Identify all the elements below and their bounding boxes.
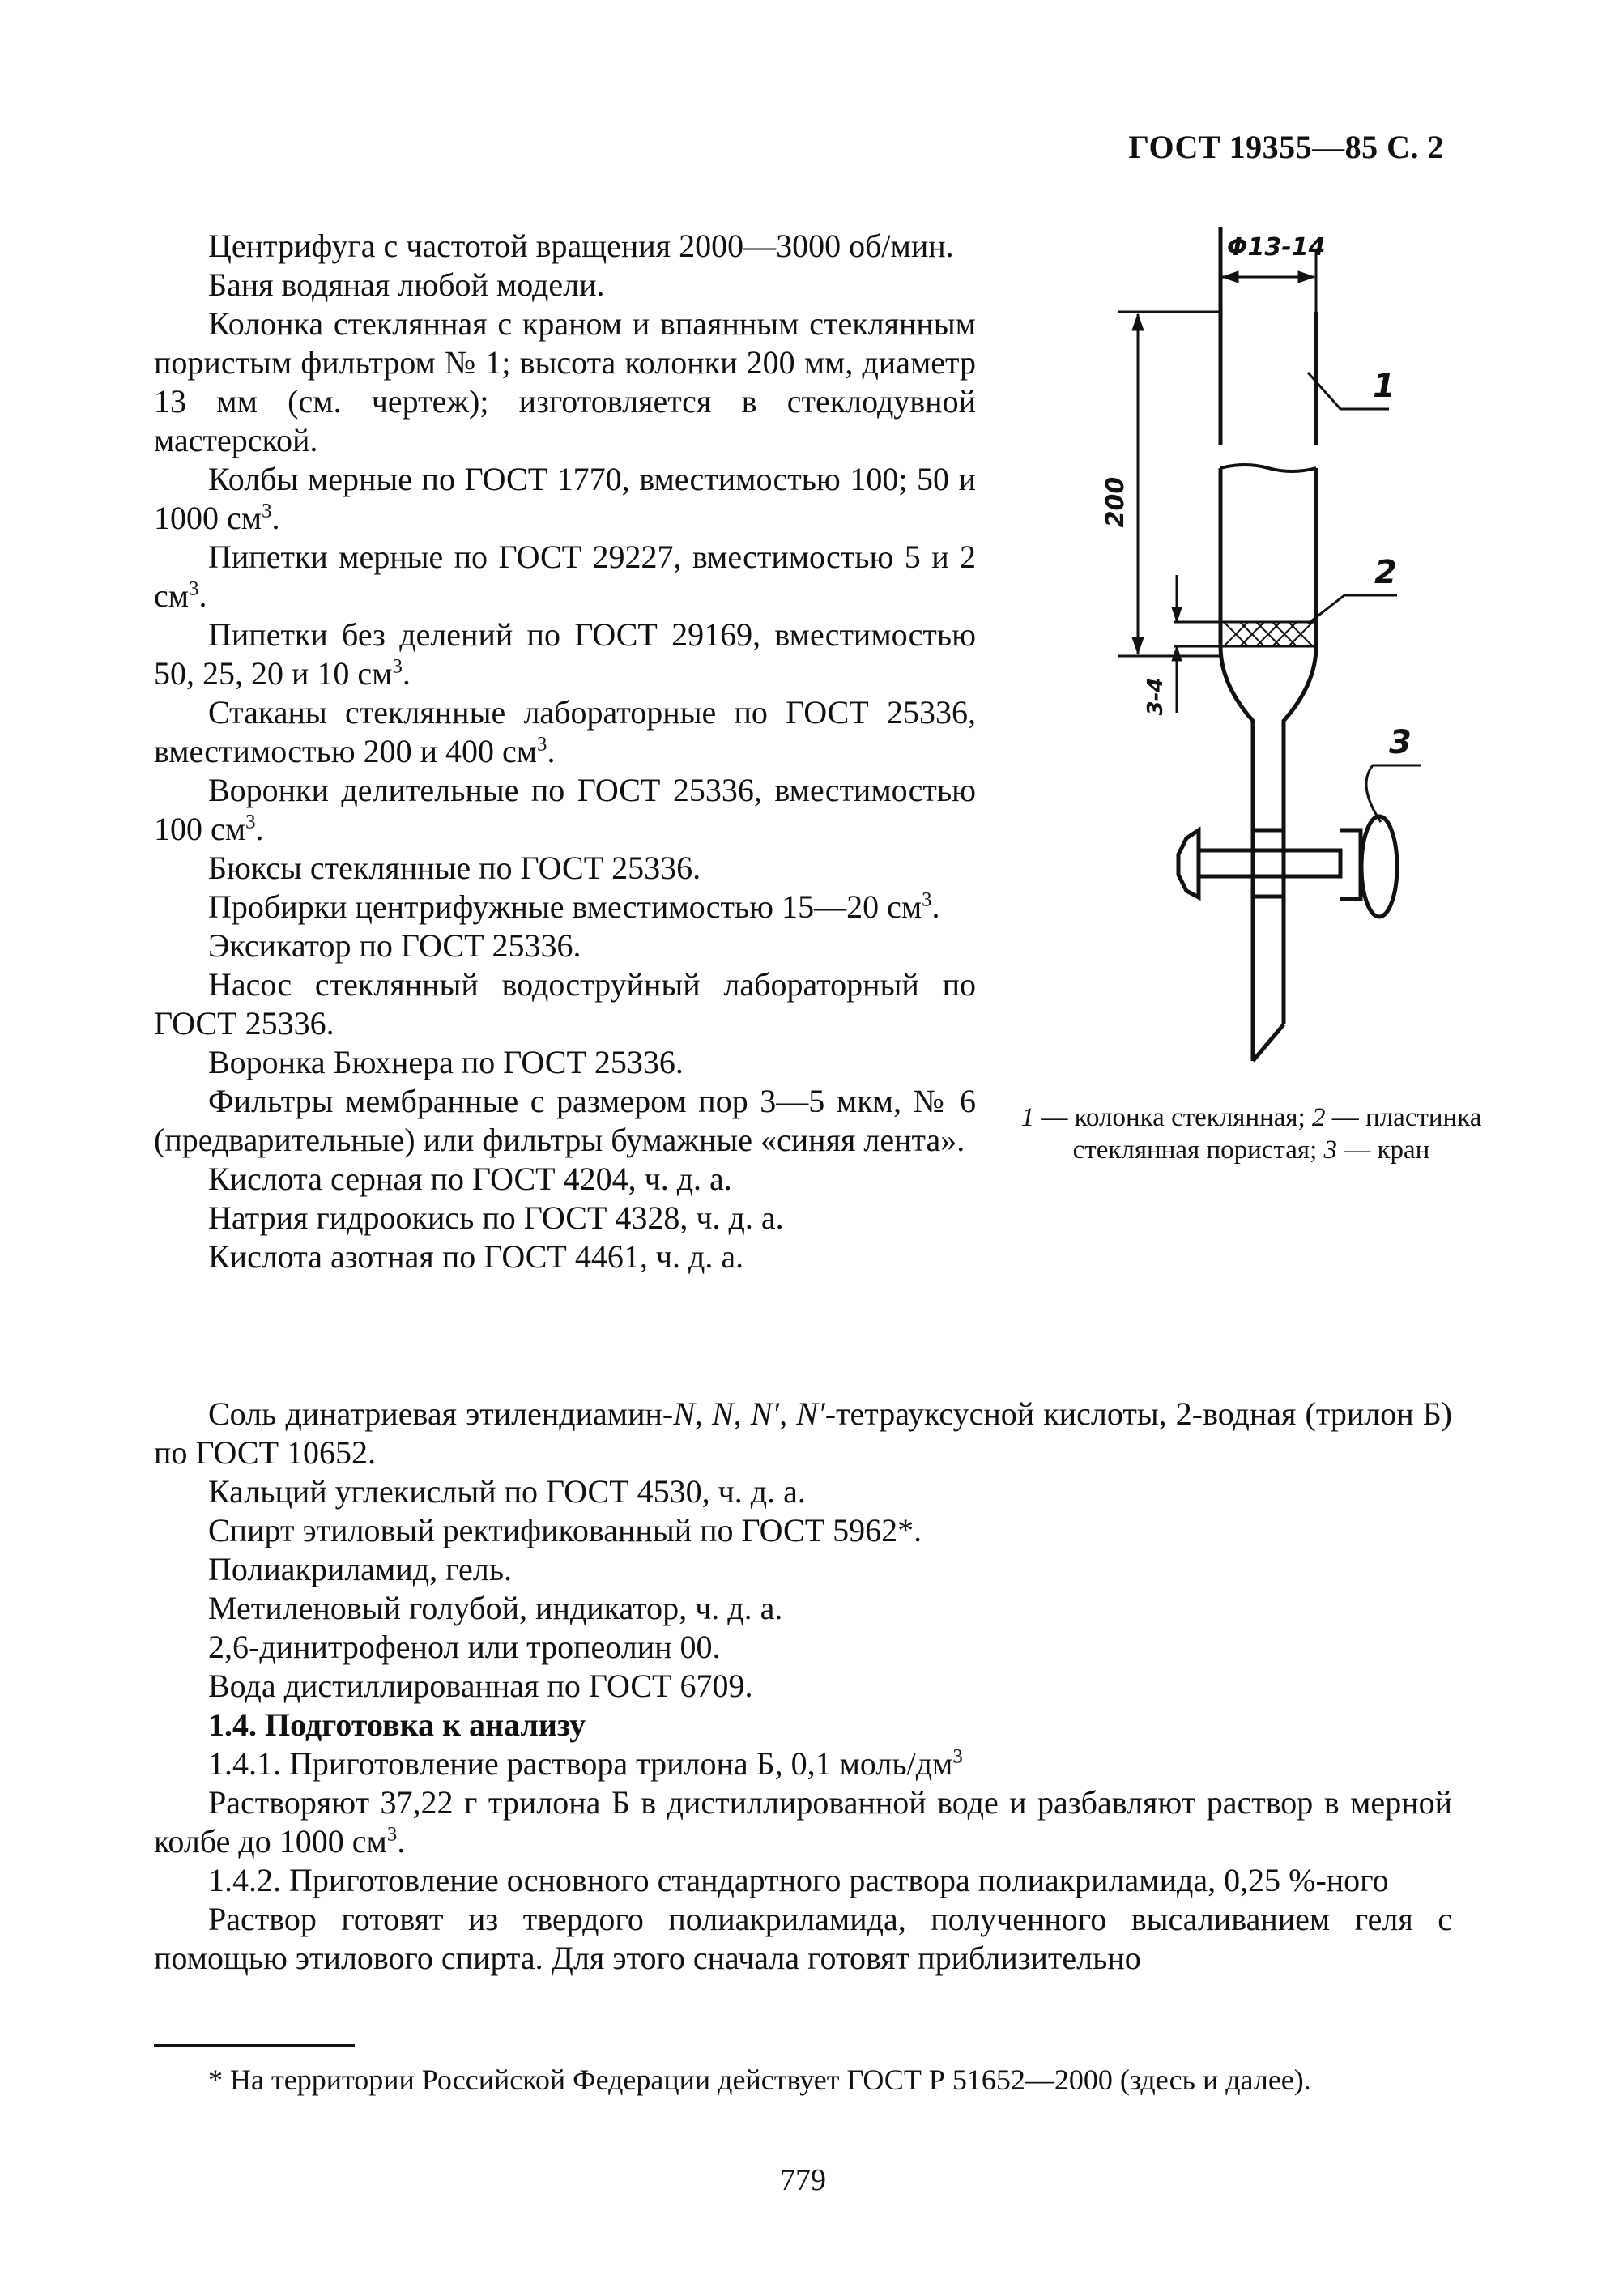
list-item: Центрифуга с частотой вращения 2000—3000 об/мин.	[208, 228, 954, 264]
list-item: Эксикатор по ГОСТ 25336.	[208, 927, 581, 964]
list-item: Колонка стеклянная с краном и впаянным стеклянным пористым фильтром № 1; высота колонки 200 мм, диаметр 13 мм (см. чертеж); изготовляется в стеклодувной мастерской.	[154, 305, 976, 458]
part-label-2: 2	[1374, 554, 1397, 591]
part-label-1: 1	[1373, 368, 1395, 405]
paragraph: Вода дистиллированная по ГОСТ 6709.	[208, 1668, 753, 1704]
paragraph: 1.4.1. Приготовление раствора трилона Б, 0,1 моль/$дм^3$	[208, 1745, 963, 1782]
footnote-divider	[154, 2044, 355, 2047]
list-item: Пипетки без делений по ГОСТ 29169, вместимостью 50, 25, 20 и 10 $см^3$.	[154, 616, 976, 692]
figure-caption: 1 — колонка стеклянная; 2 — пластинка стеклянная пористая; 3 — кран	[1020, 1103, 1482, 1165]
glass-column-drawing	[1041, 227, 1482, 1085]
list-item: Баня водяная любой модели.	[208, 266, 605, 303]
height-label: 200	[1101, 476, 1130, 528]
list-item: Воронка Бюхнера по ГОСТ 25336.	[208, 1044, 684, 1080]
list-item: Насос стеклянный водоструйный лабораторный по ГОСТ 25336.	[154, 966, 976, 1042]
page-number: 779	[780, 2163, 826, 2197]
paragraph: Растворяют 37,22 г трилона Б в дистиллированной воде и разбавляют раствор в мерной колбе до 1000 $см^3$.	[154, 1784, 1452, 1859]
paragraph: Кальций углекислый по ГОСТ 4530, ч. д. а.	[208, 1473, 806, 1510]
list-item: Колбы мерные по ГОСТ 1770, вместимостью 100; 50 и 1000 $см^3$.	[154, 461, 976, 536]
list-item: Пробирки центрифужные вместимостью 15—20 $см^3$.	[208, 888, 940, 925]
list-item: Фильтры мембранные с размером пор 3—5 мкм, № 6 (предварительные) или фильтры бумажные «синяя лента».	[154, 1083, 976, 1158]
footnote: * На территории Российской Федерации действует ГОСТ Р 51652—2000 (здесь и далее).	[208, 2064, 1311, 2096]
equipment-list	[154, 227, 976, 1276]
paragraph: Раствор готовят из твердого полиакриламида, полученного высаливанием геля с помощью этилового спирта. Для этого сначала готовят приблизительно	[154, 1901, 1452, 1976]
list-item: Воронки делительные по ГОСТ 25336, вместимостью 100 $см^3$.	[154, 772, 976, 847]
list-item: Бюксы стеклянные по ГОСТ 25336.	[208, 850, 701, 886]
paragraph: Спирт этиловый ректификованный по ГОСТ 5962*.	[208, 1512, 922, 1548]
paragraph: Метиленовый голубой, индикатор, ч. д. а.	[208, 1590, 783, 1626]
paragraph: Полиакриламид, гель.	[208, 1551, 512, 1587]
list-item: Кислота серная по ГОСТ 4204, ч. д. а.	[208, 1161, 732, 1197]
paragraph: 2,6-динитрофенол или тропеолин 00.	[208, 1629, 721, 1665]
list-item: Стаканы стеклянные лабораторные по ГОСТ 25336, вместимостью 200 и 400 $см^3$.	[154, 694, 976, 769]
list-item: Натрия гидроокись по ГОСТ 4328, ч. д. а.	[208, 1199, 784, 1236]
paragraph: 1.4.2. Приготовление основного стандартного раствора полиакриламида, 0,25 %-ного	[208, 1862, 1389, 1898]
section-heading: 1.4. Подготовка к анализу	[208, 1706, 586, 1743]
list-item: Кислота азотная по ГОСТ 4461, ч. д. а.	[208, 1238, 744, 1275]
list-item: Пипетки мерные по ГОСТ 29227, вместимостью 5 и 2 $см^3$.	[154, 539, 976, 614]
page-header: ГОСТ 19355—85 С. 2	[1128, 129, 1444, 165]
paragraph: Соль динатриевая этилендиамин-N, N, N′, N′-тетрауксусной кислоты, 2-водная (трилон Б) по ГОСТ 10652.	[154, 1395, 1453, 1471]
main-text	[154, 1395, 1452, 1978]
gap-label: 3-4	[1144, 677, 1168, 716]
diameter-label: Φ13-14	[1227, 233, 1326, 262]
part-label-3: 3	[1389, 724, 1412, 761]
